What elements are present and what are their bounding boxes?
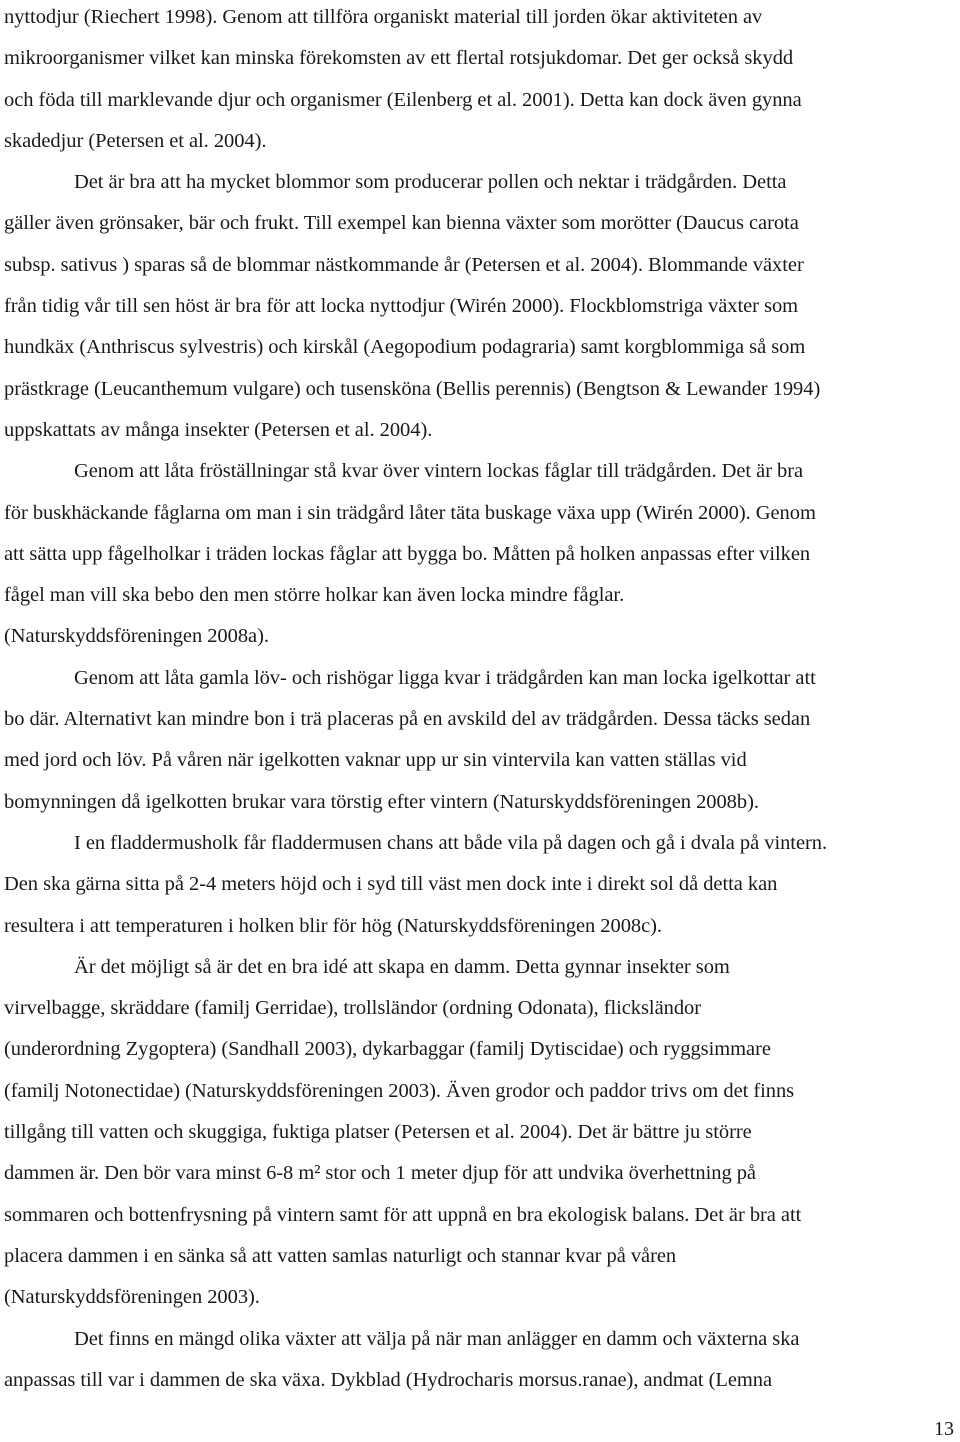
text-line: med jord och löv. På våren när igelkotten vaknar upp ur sin vintervila kan vatten ställas vid xyxy=(4,749,747,772)
text-line: (familj Notonectidae) (Naturskyddsföreningen 2003). Även grodor och paddor trivs om det finns xyxy=(4,1079,795,1102)
text-line: fågel man vill ska bebo den men större holkar kan även locka mindre fåglar. xyxy=(4,584,625,607)
text-line: anpassas till var i dammen de ska växa. Dykblad (Hydrocharis morsus.ranae), andmat (Lemna xyxy=(4,1368,773,1391)
text-line: gäller även grönsaker, bär och frukt. Till exempel kan bienna växter som morötter (Daucus carota xyxy=(4,212,799,235)
text-line: prästkrage (Leucanthemum vulgare) och tusensköna (Bellis perennis) (Bengtson & Lewander 1994) xyxy=(4,377,821,400)
text-line: Det är bra att ha mycket blommor som producerar pollen och nektar i trädgården. Detta xyxy=(74,171,787,194)
text-line: (Naturskyddsföreningen 2008a). xyxy=(4,625,269,648)
text-line: placera dammen i en sänka så att vatten samlas naturligt och stannar kvar på våren xyxy=(4,1244,677,1267)
text-line: nyttodjur (Riechert 1998). Genom att tillföra organiskt material till jorden ökar aktiviteten av xyxy=(4,6,763,28)
text-line: skadedjur (Petersen et al. 2004). xyxy=(4,129,267,152)
text-line: att sätta upp fågelholkar i träden lockas fåglar att bygga bo. Måtten på holken anpassas efter vilken xyxy=(4,542,811,565)
text-line: sommaren och bottenfrysning på vintern samt för att uppnå en bra ekologisk balans. Det är bra att xyxy=(4,1203,802,1226)
text-line: Genom att låta gamla löv- och rishögar ligga kvar i trädgården kan man locka igelkottar att xyxy=(74,666,816,689)
text-line: Genom att låta fröställningar stå kvar över vintern lockas fåglar till trädgården. Det är bra xyxy=(74,460,804,483)
text-line: (Naturskyddsföreningen 2003). xyxy=(4,1286,260,1309)
page-number: 13 xyxy=(934,1418,954,1440)
text-line: uppskattats av många insekter (Petersen et al. 2004). xyxy=(4,418,433,441)
text-line: I en fladdermusholk får fladdermusen chans att både vila på dagen och gå i dvala på vintern. xyxy=(74,831,828,854)
text-line: resultera i att temperaturen i holken blir för hög (Naturskyddsföreningen 2008c). xyxy=(4,914,663,937)
text-line: Det finns en mängd olika växter att välja på när man anlägger en damm och växterna ska xyxy=(74,1327,800,1350)
text-line: dammen är. Den bör vara minst 6-8 m² stor och 1 meter djup för att undvika överhettning på xyxy=(4,1162,756,1185)
text-line: från tidig vår till sen höst är bra för att locka nyttodjur (Wirén 2000). Flockblomstriga växter som xyxy=(4,295,799,318)
text-line: hundkäx (Anthriscus sylvestris) och kirskål (Aegopodium podagraria) samt korgblommiga så som xyxy=(4,336,806,359)
document-body xyxy=(4,0,960,1401)
text-line: och föda till marklevande djur och organismer (Eilenberg et al. 2001). Detta kan dock även gynna xyxy=(4,88,802,111)
text-line: (underordning Zygoptera) (Sandhall 2003), dykarbaggar (familj Dytiscidae) och ryggsimmare xyxy=(4,1038,771,1061)
text-line: virvelbagge, skräddare (familj Gerridae), trollsländor (ordning Odonata), flicksländor xyxy=(4,997,702,1020)
text-line: tillgång till vatten och skuggiga, fuktiga platser (Petersen et al. 2004). Det är bättre ju större xyxy=(4,1121,752,1144)
text-line: Den ska gärna sitta på 2-4 meters höjd och i syd till väst men dock inte i direkt sol då detta kan xyxy=(4,873,778,896)
text-line: för buskhäckande fåglarna om man i sin trädgård låter täta buskage växa upp (Wirén 2000). Genom xyxy=(4,501,816,524)
text-line: bomynningen då igelkotten brukar vara törstig efter vintern (Naturskyddsföreningen 2008b). xyxy=(4,790,759,813)
text-line: Är det möjligt så är det en bra idé att skapa en damm. Detta gynnar insekter som xyxy=(74,955,730,978)
text-line: subsp. sativus ) sparas så de blommar nästkommande år (Petersen et al. 2004). Blommande växter xyxy=(4,253,804,276)
text-line: mikroorganismer vilket kan minska förekomsten av ett flertal rotsjukdomar. Det ger också skydd xyxy=(4,47,794,70)
text-line: bo där. Alternativt kan mindre bon i trä placeras på en avskild del av trädgården. Dessa täcks sedan xyxy=(4,708,811,731)
